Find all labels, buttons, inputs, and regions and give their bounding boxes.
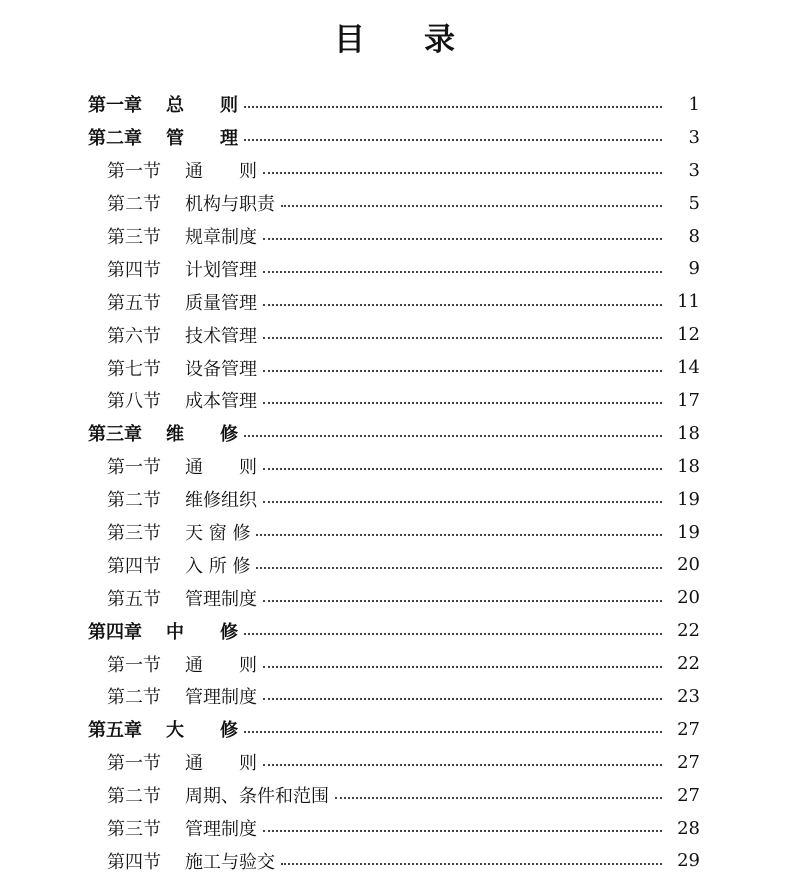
dot-leader bbox=[281, 205, 662, 207]
toc-entry-label: 第二章 bbox=[88, 128, 142, 150]
toc-entry-title: 周期、条件和范围 bbox=[185, 786, 329, 808]
toc-section-entry[interactable] bbox=[0, 318, 800, 351]
toc-page-number: 27 bbox=[677, 784, 700, 806]
toc-entry-title: 成本管理 bbox=[185, 391, 257, 413]
toc-entry-title: 通 则 bbox=[185, 753, 257, 775]
toc-entry-title: 计划管理 bbox=[185, 259, 257, 281]
dot-leader bbox=[244, 731, 662, 733]
toc-page-number: 27 bbox=[677, 718, 700, 740]
toc-entry-title: 维 修 bbox=[166, 424, 238, 446]
toc-entry-label: 第二节 bbox=[107, 687, 161, 709]
dot-leader bbox=[263, 830, 662, 832]
toc-page-number: 5 bbox=[688, 192, 700, 214]
table-of-contents bbox=[0, 88, 800, 877]
toc-entry-title: 通 则 bbox=[185, 457, 257, 479]
toc-section-entry[interactable] bbox=[0, 516, 800, 549]
toc-chapter-entry[interactable] bbox=[0, 614, 800, 647]
toc-page-number: 20 bbox=[677, 587, 700, 609]
dot-leader bbox=[256, 567, 662, 569]
toc-chapter-entry[interactable] bbox=[0, 88, 800, 121]
toc-section-entry[interactable] bbox=[0, 483, 800, 516]
toc-section-entry[interactable] bbox=[0, 746, 800, 779]
toc-section-entry[interactable] bbox=[0, 450, 800, 483]
toc-entry-title: 通 则 bbox=[185, 161, 257, 183]
toc-chapter-entry[interactable] bbox=[0, 417, 800, 450]
toc-section-entry[interactable] bbox=[0, 548, 800, 581]
toc-page-number: 3 bbox=[688, 159, 700, 181]
toc-page-number: 23 bbox=[677, 685, 700, 707]
toc-entry-title: 技术管理 bbox=[185, 325, 257, 347]
toc-entry-title: 管理制度 bbox=[185, 819, 257, 841]
title-char-2: 录 bbox=[424, 22, 455, 58]
dot-leader bbox=[263, 666, 662, 668]
toc-entry-label: 第七节 bbox=[107, 358, 161, 380]
toc-section-entry[interactable] bbox=[0, 351, 800, 384]
toc-page-number: 17 bbox=[677, 389, 700, 411]
toc-chapter-entry[interactable] bbox=[0, 121, 800, 154]
toc-entry-label: 第三节 bbox=[107, 523, 161, 545]
toc-entry-label: 第一节 bbox=[107, 161, 161, 183]
toc-section-entry[interactable] bbox=[0, 680, 800, 713]
toc-entry-title: 通 则 bbox=[185, 654, 257, 676]
toc-page-number: 1 bbox=[688, 93, 700, 115]
toc-page-number: 20 bbox=[677, 554, 700, 576]
dot-leader bbox=[263, 402, 662, 404]
toc-entry-title: 入 所 修 bbox=[185, 555, 251, 577]
toc-page-number: 12 bbox=[677, 324, 700, 346]
dot-leader bbox=[263, 172, 662, 174]
toc-section-entry[interactable] bbox=[0, 154, 800, 187]
toc-page-number: 19 bbox=[677, 488, 700, 510]
toc-page-number: 18 bbox=[677, 455, 700, 477]
toc-entry-title: 规章制度 bbox=[185, 227, 257, 248]
toc-page-number: 19 bbox=[677, 521, 700, 543]
dot-leader bbox=[244, 106, 662, 108]
dot-leader bbox=[263, 238, 662, 240]
toc-entry-label: 第三节 bbox=[107, 819, 161, 841]
toc-section-entry[interactable] bbox=[0, 187, 800, 220]
dot-leader bbox=[263, 370, 662, 372]
toc-entry-label: 第一章 bbox=[88, 95, 142, 117]
toc-section-entry[interactable] bbox=[0, 285, 800, 318]
toc-entry-title: 管理制度 bbox=[185, 687, 257, 709]
toc-entry-title: 总 则 bbox=[166, 95, 238, 117]
toc-entry-label: 第二节 bbox=[107, 194, 161, 216]
toc-page-number: 8 bbox=[688, 225, 700, 247]
dot-leader bbox=[263, 764, 662, 766]
toc-page-number: 3 bbox=[688, 126, 700, 148]
dot-leader bbox=[244, 139, 662, 141]
toc-page-number: 9 bbox=[688, 258, 700, 280]
toc-page-number: 22 bbox=[677, 620, 700, 642]
toc-entry-label: 第四节 bbox=[107, 851, 161, 873]
dot-leader bbox=[244, 435, 662, 437]
dot-leader bbox=[263, 698, 662, 700]
dot-leader bbox=[244, 633, 662, 635]
toc-entry-label: 第一节 bbox=[107, 753, 161, 775]
toc-page-number: 27 bbox=[677, 751, 700, 773]
toc-entry-title: 天 窗 修 bbox=[185, 523, 251, 545]
dot-leader bbox=[263, 304, 662, 306]
dot-leader bbox=[281, 863, 662, 865]
toc-section-entry[interactable] bbox=[0, 581, 800, 614]
toc-entry-title: 管理制度 bbox=[185, 588, 257, 610]
toc-section-entry[interactable] bbox=[0, 779, 800, 812]
dot-leader bbox=[256, 534, 662, 536]
toc-entry-label: 第五章 bbox=[88, 720, 142, 742]
toc-entry-label: 第三章 bbox=[88, 424, 142, 446]
toc-entry-label: 第二节 bbox=[107, 786, 161, 808]
toc-entry-label: 第五节 bbox=[107, 292, 161, 314]
toc-page-number: 14 bbox=[677, 357, 700, 379]
dot-leader bbox=[263, 600, 662, 602]
toc-page-number: 18 bbox=[677, 422, 700, 444]
toc-entry-label: 第六节 bbox=[107, 325, 161, 347]
toc-entry-title: 机构与职责 bbox=[185, 194, 275, 216]
toc-entry-label: 第三节 bbox=[107, 227, 161, 248]
title-char-1: 目 bbox=[334, 22, 365, 58]
dot-leader bbox=[335, 797, 662, 799]
dot-leader bbox=[263, 468, 662, 470]
toc-entry-label: 第一节 bbox=[107, 654, 161, 676]
toc-entry-title: 管 理 bbox=[166, 128, 238, 150]
toc-page-number: 28 bbox=[677, 817, 700, 839]
toc-entry-label: 第四章 bbox=[88, 621, 142, 643]
dot-leader bbox=[263, 337, 662, 339]
dot-leader bbox=[263, 271, 662, 273]
toc-entry-label: 第四节 bbox=[107, 555, 161, 577]
toc-entry-label: 第八节 bbox=[107, 391, 161, 413]
toc-entry-title: 中 修 bbox=[166, 621, 238, 643]
toc-section-entry[interactable] bbox=[0, 252, 800, 285]
toc-page-number: 11 bbox=[677, 291, 700, 313]
toc-section-entry[interactable] bbox=[0, 384, 800, 417]
toc-entry-title: 设备管理 bbox=[185, 358, 257, 380]
toc-section-entry[interactable] bbox=[0, 647, 800, 680]
toc-entry-title: 施工与验交 bbox=[185, 851, 275, 873]
toc-entry-title: 大 修 bbox=[166, 720, 238, 742]
toc-page-number: 29 bbox=[677, 850, 700, 872]
toc-section-entry[interactable] bbox=[0, 812, 800, 845]
dot-leader bbox=[263, 501, 662, 503]
toc-section-entry[interactable] bbox=[0, 844, 800, 877]
toc-entry-title: 质量管理 bbox=[185, 292, 257, 314]
toc-entry-label: 第四节 bbox=[107, 259, 161, 281]
toc-entry-label: 第五节 bbox=[107, 588, 161, 610]
toc-chapter-entry[interactable] bbox=[0, 713, 800, 746]
toc-entry-label: 第二节 bbox=[107, 490, 161, 512]
toc-section-entry[interactable] bbox=[0, 220, 800, 253]
toc-page-number: 22 bbox=[677, 653, 700, 675]
toc-entry-title: 维修组织 bbox=[185, 490, 257, 512]
toc-entry-label: 第一节 bbox=[107, 457, 161, 479]
